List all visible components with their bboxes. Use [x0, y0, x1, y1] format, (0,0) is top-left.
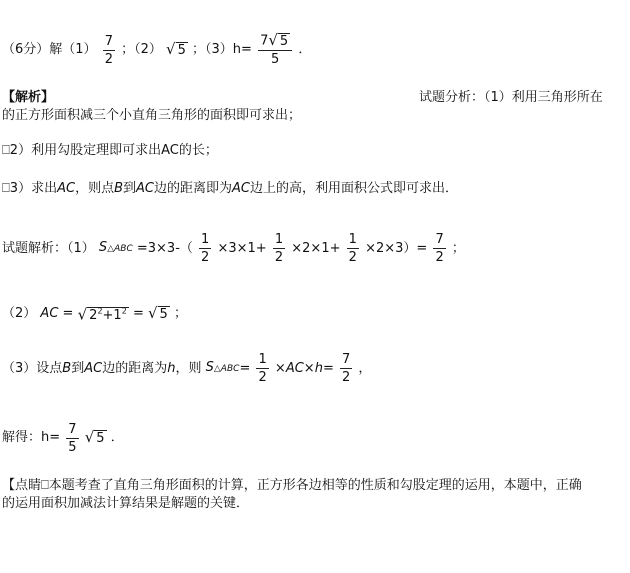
text-span: =	[62, 306, 74, 322]
text-span: 边的距离为	[102, 360, 168, 376]
fraction-numerator: 7	[104, 33, 113, 49]
text-span: 解得：h=	[2, 430, 61, 445]
numerator-coefficient: 7	[260, 33, 269, 49]
solution-step-1	[2, 228, 465, 269]
sqrt-radicand: 5	[177, 43, 186, 58]
text-span: h	[314, 360, 323, 376]
sqrt-expression: √ 5	[147, 304, 168, 323]
sqrt-expression: √ $2^2+1^2$	[77, 305, 127, 324]
solution-step-2	[2, 297, 187, 331]
fraction: $\frac{7}{2}$	[342, 352, 351, 385]
text-span: AC	[136, 181, 154, 196]
analysis-line-3: ⎕2）利用勾股定理即可求出AC的长；	[2, 143, 218, 158]
text-span: AC	[84, 360, 103, 376]
text-span: =	[132, 306, 144, 322]
solution-step-4	[2, 417, 124, 459]
text-span: AC	[232, 181, 250, 196]
text-span: ×2×1+	[291, 240, 341, 256]
text-span: =3×3-（	[136, 240, 193, 256]
area-symbol: S△ABC	[205, 360, 240, 375]
sqrt-expression: √ 5	[84, 428, 105, 446]
solution-step-3	[2, 348, 371, 389]
text-span: =	[322, 360, 334, 376]
text-span: ⎕3）求出	[2, 181, 58, 196]
text-span: AC	[57, 181, 76, 196]
fraction: $\frac{1}{2}$	[258, 352, 267, 385]
text-span: ×3×1+	[217, 240, 267, 256]
text-span: （2）	[2, 306, 37, 322]
fraction: $\frac{1}{2}$	[201, 232, 210, 265]
area-symbol: S△ABC	[98, 240, 133, 255]
text-span: ．	[110, 430, 124, 445]
analysis-line-4	[2, 181, 458, 197]
comment-line-2: 的运用面积加减法计算结果是解题的关键．	[2, 496, 250, 511]
text-span: =	[239, 360, 251, 376]
text-span: B	[114, 181, 123, 196]
analysis-right-text: 试题分析：（1）利用三角形所在	[419, 90, 603, 105]
sqrt-radicand: 5	[279, 34, 289, 49]
answer-prefix: （6分）解（1）	[2, 42, 97, 57]
text-span: ×	[274, 360, 286, 376]
text-span: B	[62, 360, 72, 376]
text-span: ，则	[175, 360, 202, 376]
text-span: 到	[71, 360, 85, 376]
answer-2-sqrt: √ 5	[166, 40, 186, 58]
text-span: （3）设点	[2, 360, 63, 376]
fraction: $\frac{1}{2}$	[348, 232, 357, 265]
fraction: $\frac{1}{2}$	[274, 232, 284, 265]
fraction-denominator: 5	[258, 50, 292, 68]
comment-line-1: 【点睛⎕本题考查了直角三角形面积的计算，正方形各边相等的性质和勾股定理的运用，本题中，正确	[2, 478, 582, 493]
text-span: AC	[40, 306, 59, 322]
text-span: 边的距离即为	[154, 181, 233, 196]
text-span: ；	[173, 306, 187, 322]
text-span: ，	[358, 360, 372, 376]
answer-separator-2: ；（3）h=	[192, 42, 252, 57]
answer-separator-1: ；（2）	[121, 42, 162, 57]
analysis-line-2: 的正方形面积减三个小直角三角形的面积即可求出；	[2, 108, 302, 123]
numerator-sqrt: √ 5	[268, 31, 289, 49]
answer-3-fraction	[258, 32, 292, 68]
text-span: 边上的高，利用面积公式即可求出．	[250, 181, 459, 196]
text-span: ；	[451, 240, 465, 256]
analysis-heading: 【解析】	[2, 90, 55, 105]
fraction: $\frac{7}{5}$	[68, 421, 77, 455]
text-span: 到	[123, 181, 137, 196]
answer-1-fraction	[103, 33, 115, 68]
text-span: ×2×3）=	[365, 240, 428, 256]
text-span: ×	[303, 360, 315, 376]
text-span: ，则点	[75, 181, 115, 196]
text-span: 试题解析：（1）	[2, 240, 95, 256]
answer-line	[2, 28, 311, 72]
text-span: h	[167, 360, 176, 376]
fraction-denominator: 2	[104, 51, 113, 67]
fraction-numerator	[258, 32, 292, 50]
answer-end: ．	[298, 42, 312, 57]
fraction: $\frac{7}{2}$	[435, 232, 444, 265]
text-span: AC	[285, 360, 304, 376]
